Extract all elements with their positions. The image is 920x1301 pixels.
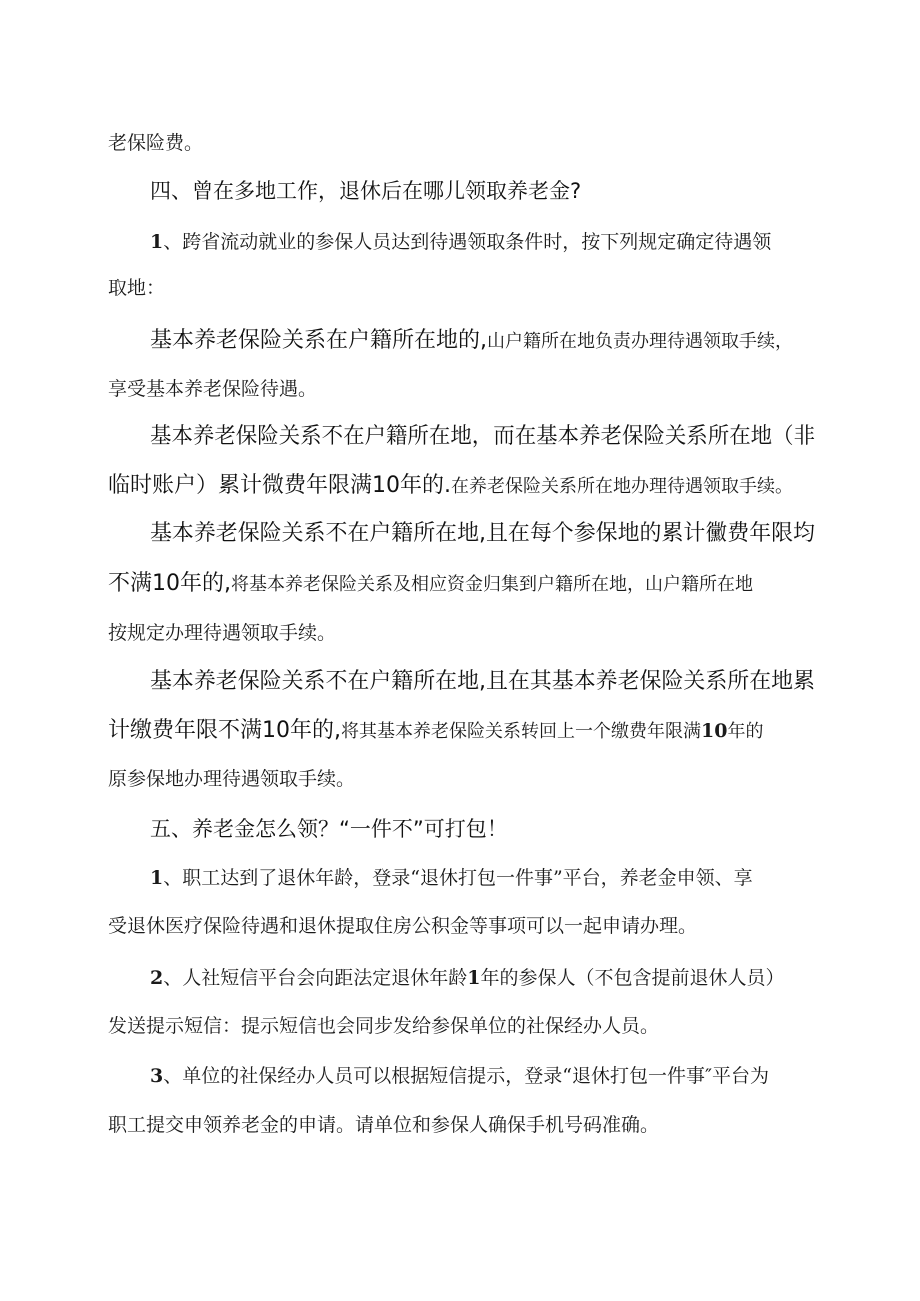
item-4-1-line-2: 取地： — [108, 277, 166, 299]
item-text-b: 年的参保人（不包含提前退休人员） — [480, 967, 785, 989]
rule-3-line-3: 按规定办理待遇领取手续。 — [108, 622, 337, 644]
rule-2-action: 在养老保险关系所在地办理待遇领取手续。 — [451, 476, 793, 497]
rule-1-condition: 基本养老保险关系在户籍所在地的, — [150, 328, 487, 353]
item-text: 、职工达到了退休年龄，登录“退休打包一件事”平台，养老金申领、享 — [163, 867, 753, 889]
item-number: 3 — [150, 1065, 164, 1087]
item-5-3-line-2: 职工提交申领养老金的申请。请单位和参保人确保手机号码准确。 — [108, 1114, 660, 1136]
item-4-1-line-1 — [150, 230, 771, 254]
item-number: 2 — [150, 967, 164, 989]
rule-2-line-2 — [108, 472, 793, 500]
rule-4-line-3: 原参保地办理待遇领取手续。 — [108, 768, 356, 790]
item-years: 1 — [467, 967, 481, 989]
item-5-2-line-2: 发送提示短信：提示短信也会同步发给参保单位的社保经办人员。 — [108, 1015, 660, 1037]
rule-4-condition: 计缴费年限不满10年的, — [108, 718, 341, 743]
paragraph-continuation: 老保险费。 — [108, 132, 204, 154]
item-number: 1 — [150, 867, 164, 889]
section-heading-5: 五、养老金怎么领？“一件不”可打包！ — [150, 817, 508, 841]
rule-4-action-a: 将其基本养老保险关系转回上一个缴费年限满 — [341, 721, 701, 742]
item-5-1-line-1 — [150, 866, 753, 890]
rule-3-action: 将基本养老保险关系及相应资金归集到户籍所在地，山户籍所在地 — [231, 574, 753, 595]
item-text: 、单位的社保经办人员可以根据短信提示，登录“退休打包一件事″平台为 — [163, 1065, 770, 1087]
rule-1-line-1 — [150, 327, 793, 355]
rule-4-years: 10 — [701, 720, 728, 742]
item-5-3-line-1 — [150, 1064, 769, 1088]
rule-4-line-2 — [108, 717, 763, 745]
rule-3-line-2 — [108, 570, 753, 598]
item-text-a: 、人社短信平台会向距法定退休年龄 — [163, 967, 468, 989]
rule-3-line-1: 基本养老保险关系不在户籍所在地,且在每个参保地的累计黴费年限均 — [150, 521, 815, 546]
item-text: 、跨省流动就业的参保人员达到待遇领取条件时，按下列规定确定待遇领 — [163, 231, 772, 253]
rule-1-line-2: 享受基本养老保险待遇。 — [108, 378, 318, 400]
rule-1-action: 山户籍所在地负责办理待遇领取手续， — [487, 331, 793, 352]
rule-4-line-1: 基本养老保险关系不在户籍所在地,且在其基本养老保险关系所在地累 — [150, 669, 815, 694]
item-number: 1 — [150, 231, 164, 253]
rule-4-action-b: 年的 — [727, 721, 764, 742]
item-5-2-line-1 — [150, 966, 785, 990]
rule-2-line-1: 基本养老保险关系不在户籍所在地，而在基本养老保险关系所在地（非 — [150, 424, 816, 449]
rule-3-condition: 不满10年的, — [108, 571, 231, 596]
rule-2-condition: 临时账户）累计微费年限满10年的. — [108, 473, 451, 498]
item-5-1-line-2: 受退休医疗保险待遇和退休提取住房公积金等事项可以一起申请办理。 — [108, 915, 698, 937]
section-heading-4: 四、曾在多地工作，退休后在哪儿领取养老金? — [150, 179, 582, 203]
